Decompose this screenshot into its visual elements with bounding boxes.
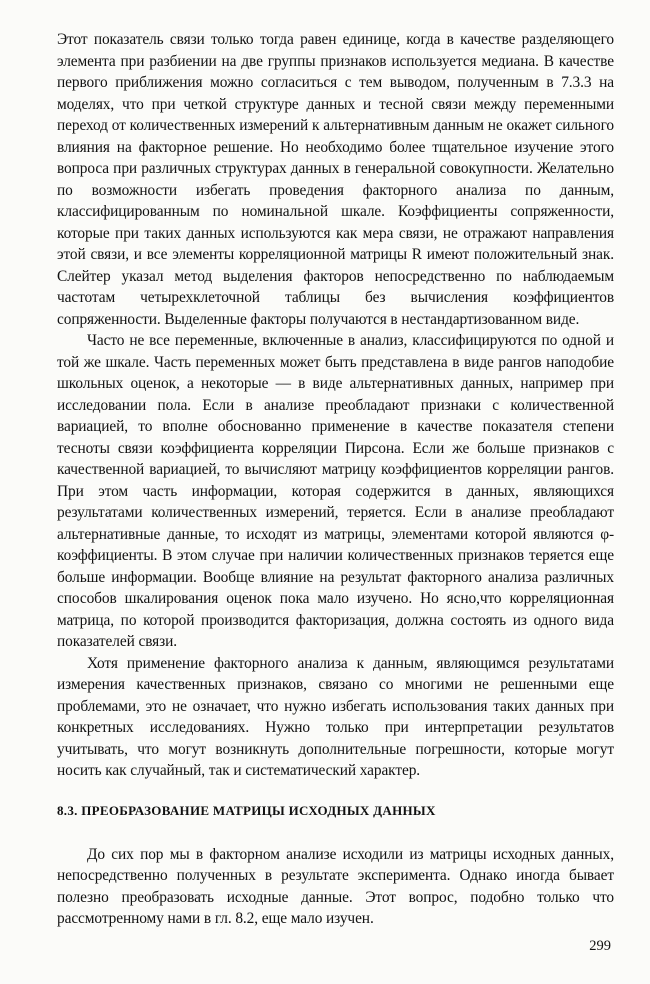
page-body <box>57 29 614 930</box>
paragraph-section-intro: До сих пор мы в факторном анализе исходили из матрицы исходных данных, непосредственно полученных в результате эксперимента. Однако иногда бывает полезно преобразовать исходные данные. Этот вопрос, подобно только что рассмотренному нами в гл. 8.2, еще мало изучен. <box>57 845 614 927</box>
paragraph-qualitative: Хотя применение факторного анализа к данным, являющимся результатами измерения качественных признаков, связано со многими не решенными еще проблемами, это не означает, что нужно избегать использования таких данных при конкретных исследованиях. Нужно только при интерпретации результатов учитывать, что могут возникнуть дополнительные погрешности, которые могут носить как случайный, так и систематический характер. <box>57 654 614 779</box>
paragraph-scales: Часто не все переменные, включенные в анализ, классифицируются по одной и той же шкале. Часть переменных может быть представлена в виде рангов наподобие школьных оценок, а некоторые — в виде альтернативных данных, например при исследовании пола. Если в анализе преобладают признаки с количественной вариацией, то вполне обоснованно применение в качестве показателя степени тесноты связи коэффициента корреляции Пирсона. Если же больше признаков с качественной вариацией, то вычисляют матрицу коэффициентов корреляции рангов. При этом часть информации, которая содержится в данных, являющихся результатами количественных измерений, теряется. Если в анализе преобладают альтернативные данные, то исходят из матрицы, элементами которой являются φ-коэффициенты. В этом случае при наличии количественных признаков теряется еще больше информации. Вообще влияние на результат факторного анализа различных способов шкалирования оценок пока мало изучено. Но ясно,что корреляционная матрица, по которой производится факторизация, должна состоять из одного вида показателей связи. <box>57 332 614 650</box>
paragraph-continued: Этот показатель связи только тогда равен единице, когда в качестве разделяющего элемента при разбиении на две группы признаков используется медиана. В качестве первого приближения можно согласиться с тем выводом, полученным в 7.3.3 на моделях, что при четкой структуре данных и тесной связи между переменными переход от количественных измерений к альтернативным данным не окажет сильного влияния на факторное решение. Но необходимо более тщательное изучение этого вопроса при различных структурах данных в генеральной совокупности. Желательно по возможности избегать проведения факторного анализа по данным, классифицированным по номинальной шкале. Коэффициенты сопряженности, которые при таких данных используются как мера связи, не отражают направления этой связи, и все элементы корреляционной матрицы R имеют положительный знак. Слейтер указал метод выделения факторов непосредственно по наблюдаемым частотам четырехклеточной таблицы без вычисления коэффициентов сопряженности. Выделенные факторы получаются в нестандартизованном виде. <box>57 31 614 328</box>
page-number: 299 <box>589 938 611 954</box>
section-heading: 8.3. ПРЕОБРАЗОВАНИЕ МАТРИЦЫ ИСХОДНЫХ ДАННЫХ <box>57 802 436 818</box>
